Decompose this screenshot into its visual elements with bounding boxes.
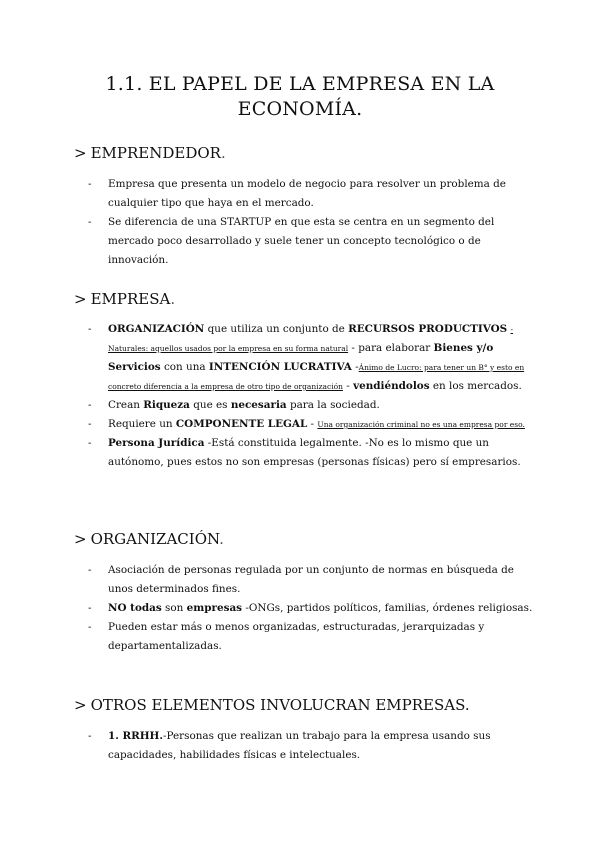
list-item-text: Pueden estar más o menos organizadas, estructuradas, jerarquizadas y departamentalizadas. [108,621,485,652]
heading-text: ORGANIZACIÓN [90,530,220,548]
list-item [88,599,538,618]
title-line-2: ECONOMÍA. [237,98,363,120]
heading-text: OTROS ELEMENTOS INVOLUCRAN EMPRESAS. [90,696,470,714]
list-item [88,434,538,472]
term-componente-legal: COMPONENTE LEGAL [175,418,308,430]
heading-otros-elementos [74,696,470,714]
list-item [88,320,538,396]
term-recursos: RECURSOS PRODUCTIVOS [348,323,508,335]
heading-dot: . [220,144,226,162]
text-run: en los mercados. [429,380,522,392]
list-item [88,213,538,270]
text-run: Requiere un [108,418,176,430]
heading-prefix: > [74,290,87,308]
bullet-dash: - [88,323,92,335]
text-run: para la sociedad. [286,399,380,411]
term-persona-juridica: Persona Jurídica [108,437,205,449]
list-item-text: Se diferencia de una STARTUP en que esta se centra en un segmento del mercado poco desarrollado y suele tener un concepto tecnológico o de innovación. [108,216,495,266]
heading-text: EMPRESA [90,290,171,308]
list-item [88,618,538,656]
heading-text: EMPRENDEDOR [90,144,221,162]
bullet-dash: - [88,418,92,430]
list-item [88,561,538,599]
text-run: que es [189,399,231,411]
text-run: son [161,602,187,614]
text-run: -Personas que realizan un trabajo para la empresa usando sus capacidades, habilidades físicas e intelectuales. [108,730,491,761]
note-naturales: -Naturales: aquellos usados por la empresa en su forma natural [108,325,514,353]
note-animo-lucro: Ánimo de Lucro: para tener un B° y esto en concreto diferencia a la empresa de otro tipo de organización [108,363,525,391]
list-empresa [88,320,538,472]
text-run: - [307,418,318,430]
bullet-dash: - [88,178,92,190]
title-line-1: 1.1. EL PAPEL DE LA EMPRESA EN LA [105,73,495,95]
text-run: - [351,361,359,373]
bullet-dash: - [88,621,92,633]
list-organizacion [88,561,538,656]
term-empresas: empresas [186,602,243,614]
heading-emprendedor [74,144,226,162]
term-intencion: INTENCIÓN LUCRATIVA [208,361,352,373]
text-run: -Está constituida legalmente. -No es lo mismo que un autónomo, pues estos no son empresas (personas físicas) pero sí empresarios. [108,437,521,468]
bullet-dash: - [88,216,92,228]
list-item [88,175,538,213]
bullet-dash: - [88,602,92,614]
heading-dot: . [219,530,224,548]
list-item [88,396,538,415]
list-item [88,727,538,765]
text-run: - [342,380,354,392]
list-item-text: Empresa que presenta un modelo de negocio para resolver un problema de cualquier tipo que haya en el mercado. [108,178,506,209]
list-otros-elementos [88,727,538,765]
bullet-dash: - [88,730,92,742]
list-item [88,415,538,434]
heading-empresa [74,290,175,308]
text-run: - para elaborar [348,342,434,354]
heading-organizacion [74,530,224,548]
text-run: -ONGs, partidos políticos, familias, órdenes religiosas. [242,602,533,614]
term-no-todas: NO todas [108,602,162,614]
heading-dot: . [170,290,176,308]
bullet-dash: - [88,564,92,576]
heading-prefix: > [74,144,87,162]
heading-prefix: > [74,696,87,714]
term-bienes: Bienes y/o Servicios [108,342,494,373]
heading-prefix: > [74,530,87,548]
term-riqueza: Riqueza [143,399,190,411]
term-rrhh: 1. RRHH. [108,730,163,742]
text-run: Crean [108,399,144,411]
page-title [100,72,500,122]
list-emprendedor [88,175,538,270]
bullet-dash: - [88,437,92,449]
text-run: con una [160,361,209,373]
note-criminal: Una organización criminal no es una empresa por eso. [317,420,525,429]
term-necesaria: necesaria [230,399,287,411]
term-organizacion: ORGANIZACIÓN [108,323,205,335]
text-run: que utiliza un conjunto de [204,323,349,335]
term-vendiendolos: vendiéndolos [353,380,430,392]
list-item-text: Asociación de personas regulada por un conjunto de normas en búsqueda de unos determinados fines. [108,564,514,595]
bullet-dash: - [88,399,92,411]
